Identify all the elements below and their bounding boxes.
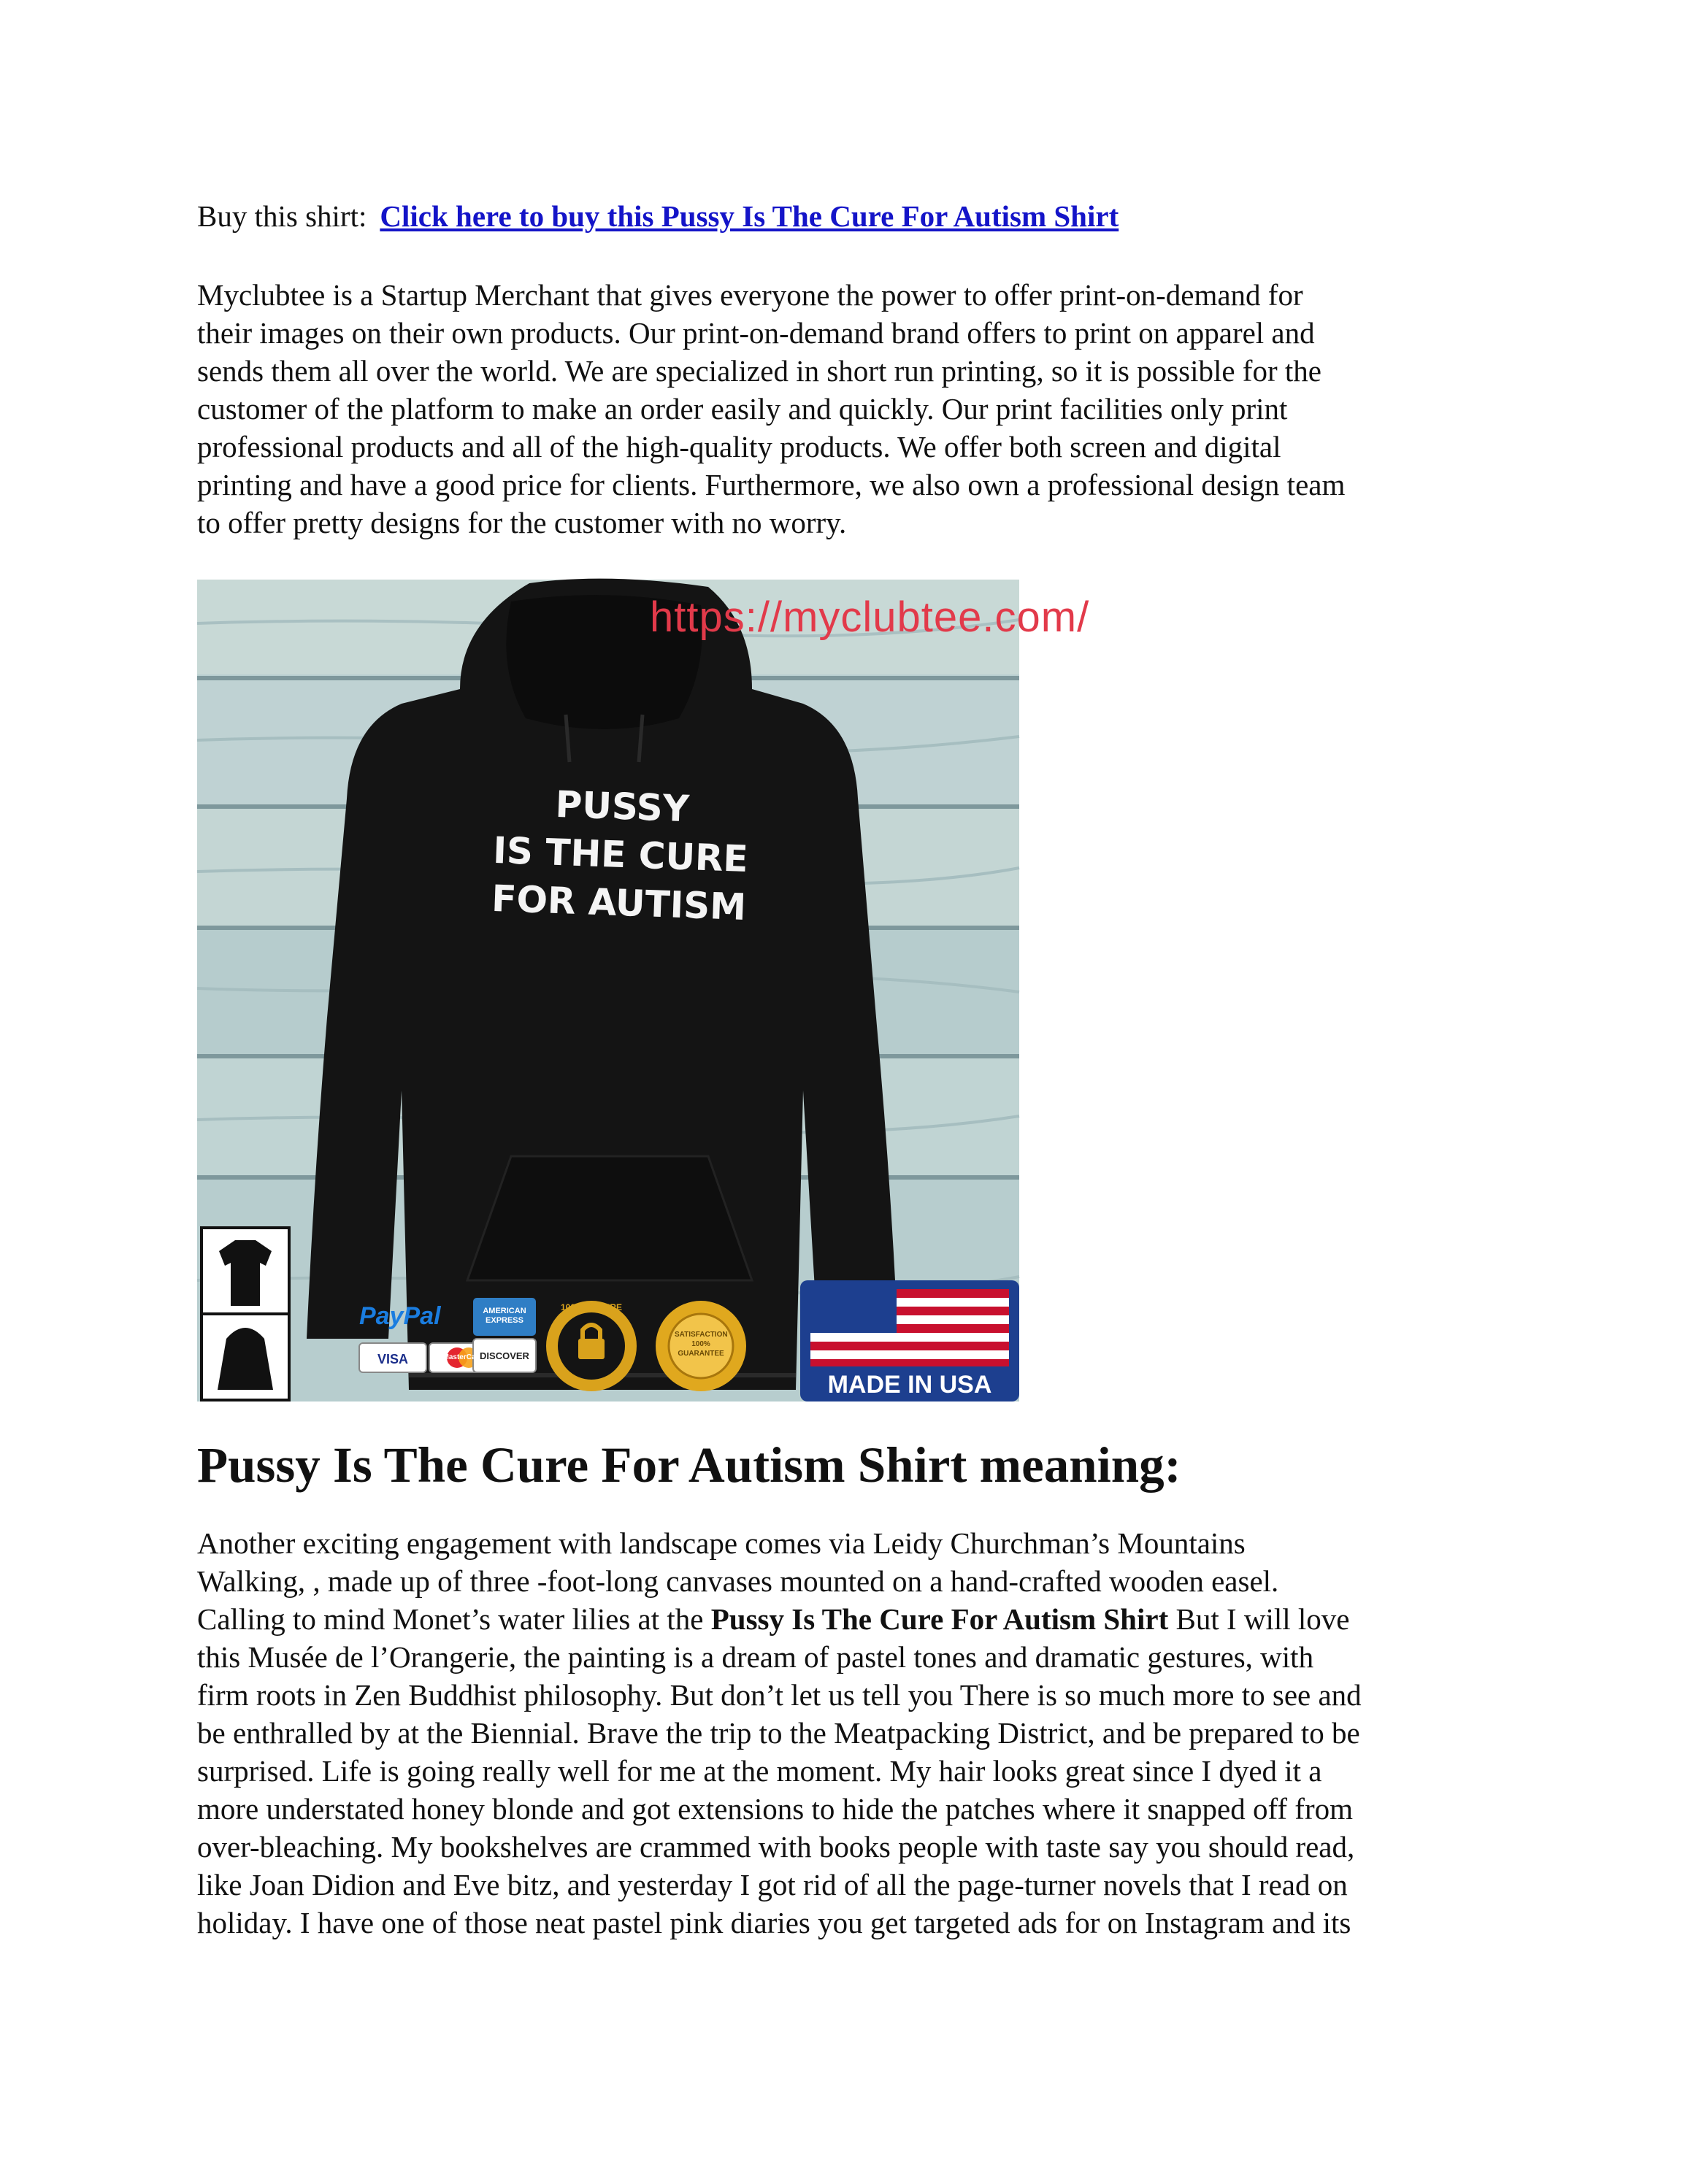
intro-line: printing and have a good price for clients. Furthermore, we also own a professional design team [197, 468, 1346, 501]
print-line: FOR AUTISM [491, 877, 748, 929]
buy-line [197, 196, 1511, 237]
body-line: be enthralled by at the Biennial. Brave the trip to the Meatpacking District, and be prepared to be [197, 1716, 1360, 1750]
made-in-usa-label: MADE IN USA [827, 1371, 992, 1399]
intro-paragraph [197, 276, 1511, 542]
intro-line: to offer pretty designs for the customer with no worry. [197, 506, 847, 539]
document-page [197, 196, 1511, 1942]
body-line: firm roots in Zen Buddhist philosophy. But don’t let us tell you There is so much more to see and [197, 1678, 1362, 1712]
section-heading: Pussy Is The Cure For Autism Shirt meaning: [197, 1437, 1181, 1493]
body-line: like Joan Didion and Eve bitz, and yesterday I got rid of all the page-turner novels that I read on [197, 1868, 1348, 1902]
body-line: over-bleaching. My bookshelves are crammed with books people with taste say you should read, [197, 1830, 1355, 1864]
body-line: Another exciting engagement with landscape comes via Leidy Churchman’s Mountains [197, 1526, 1246, 1560]
guarantee-badge: SATISFACTION 100% GUARANTEE [675, 1331, 728, 1358]
body-line: Walking, , made up of three -foot-long canvases mounted on a hand-crafted wooden easel. [197, 1564, 1279, 1598]
mastercard-card: MasterCard [442, 1353, 483, 1361]
body-line-end: But I will love [1168, 1602, 1350, 1636]
secure-badge: 100% SECURE [560, 1302, 623, 1312]
body-line-start: Calling to mind Monet’s water lilies at the [197, 1602, 711, 1636]
intro-line: their images on their own products. Our print-on-demand brand offers to print on apparel and [197, 316, 1315, 350]
amex-card: AMERICAN EXPRESS [483, 1307, 526, 1325]
intro-line: customer of the platform to make an order easily and quickly. Our print facilities only print [197, 392, 1288, 426]
product-image [197, 580, 1090, 1401]
paypal-logo: PayPal [359, 1302, 441, 1330]
body-line: more understated honey blonde and got extensions to hide the patches where it snapped off from [197, 1792, 1354, 1826]
intro-line: professional products and all of the high-quality products. We offer both screen and digital [197, 430, 1281, 464]
buy-link[interactable]: Click here to buy this Pussy Is The Cure For Autism Shirt [380, 199, 1119, 233]
body-paragraph [197, 1524, 1511, 1942]
buy-prefix: Buy this shirt: [197, 199, 367, 233]
visa-card: VISA [377, 1352, 408, 1366]
print-line: PUSSY [554, 783, 690, 831]
hoodie-print-text [465, 777, 777, 933]
print-line: IS THE CURE [492, 828, 749, 881]
intro-line: Myclubtee is a Startup Merchant that gives everyone the power to offer print-on-demand for [197, 278, 1303, 312]
body-line: holiday. I have one of those neat pastel pink diaries you get targeted ads for on Instagram and its [197, 1906, 1351, 1939]
discover-card: DISCOVER [480, 1350, 529, 1361]
body-bold-phrase: Pussy Is The Cure For Autism Shirt [710, 1602, 1169, 1636]
body-line: surprised. Life is going really well for me at the moment. My hair looks great since I dyed it a [197, 1754, 1322, 1788]
product-photo [197, 580, 1019, 1401]
watermark-text: https://myclubtee.com/ [650, 593, 1090, 641]
body-line: this Musée de l’Orangerie, the painting is a dream of pastel tones and dramatic gestures, with [197, 1640, 1314, 1674]
intro-line: sends them all over the world. We are specialized in short run printing, so it is possible for the [197, 354, 1321, 388]
